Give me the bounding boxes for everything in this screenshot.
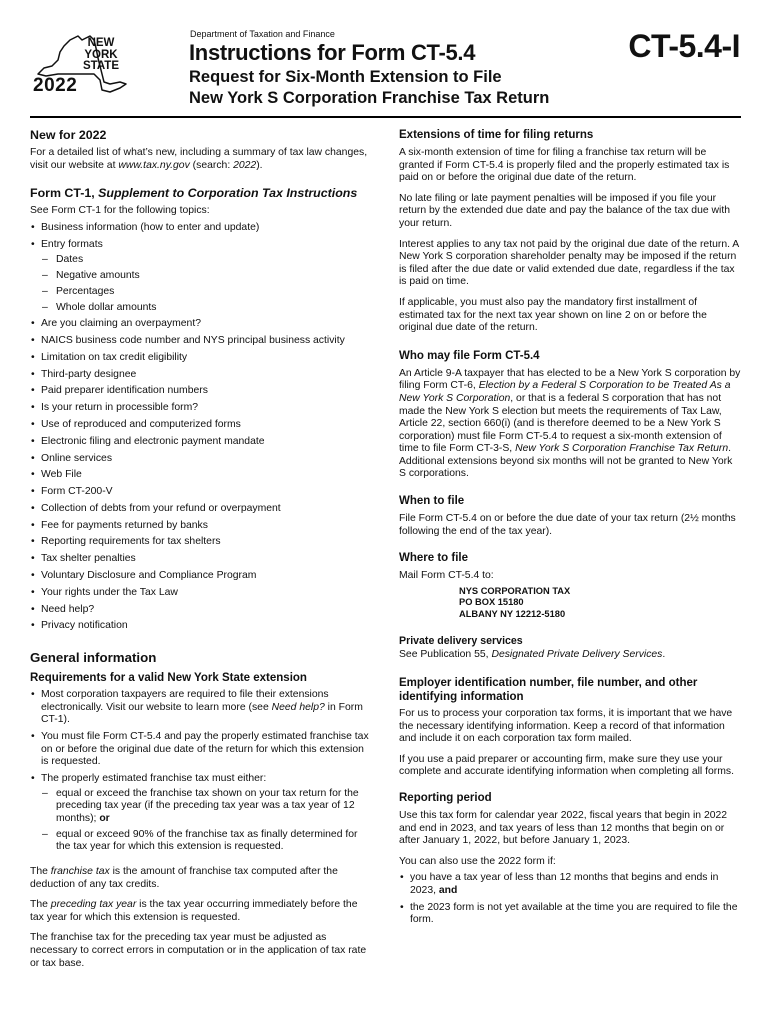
new-for-heading: New for 2022 (30, 128, 107, 142)
extensions-para-3: Interest applies to any tax not paid by the original due date of the return. A New York S corporation shareholder penalty may be imposed if the return is filed after the due date or valid extended due date, regardless if the tax is paid on time. (399, 238, 739, 288)
extensions-heading: Extensions of time for filing returns (399, 129, 594, 141)
who-may-file-heading: Who may file Form CT-5.4 (399, 349, 540, 362)
topic-item: • Online services (30, 453, 372, 466)
ein-para-2: If you use a paid preparer or accounting firm, make sure they use your complete and accurate identifying information when completing all forms. (399, 753, 734, 778)
address-line: ALBANY NY 12212-5180 (459, 608, 566, 619)
reporting-period-text: Use this tax form for calendar year 2022, fiscal years that begin in 2022 and end in 2023, and tax years of less than 12 months that begin on or after January 1, 2022, but before January 1, 2023. (399, 809, 728, 847)
ein-heading: Employer identification number, file number, and other identifying information (399, 676, 698, 703)
private-delivery-text: See Publication 55, Designated Private Delivery Services. (399, 649, 666, 661)
form-year: 2022 (33, 75, 78, 96)
definition-paragraph: The franchise tax for the preceding tax year must be adjusted as necessary to correct errors in computation or in the application of tax rate or tax base. (30, 932, 367, 969)
extensions-para-2: No late filing or late payment penalties will be imposed if you file your return by the extended due date and pay the balance of the tax due with your return. (399, 192, 731, 229)
requirements-heading: Requirements for a valid New York State extension (30, 672, 307, 685)
topic-item: • Business information (how to enter and update) (30, 222, 372, 235)
general-paragraphs (30, 866, 372, 970)
where-to-file-heading: Where to file (399, 552, 469, 565)
topic-subitem: – Percentages (41, 286, 372, 299)
mailing-address (399, 586, 741, 621)
left-column (30, 128, 372, 978)
topic-item: • Reporting requirements for tax shelters (30, 536, 372, 549)
topic-item: • Entry formats – Dates – Negative amounts – Percentages – Whole dollar amounts (30, 239, 372, 315)
topic-item: • Is your return in processible form? (30, 402, 372, 415)
requirement-subitem: – equal or exceed the franchise tax shown on your tax return for the preceding tax year (if the preceding tax year was a tax year of 12 months); or (41, 788, 372, 826)
ein-para-1: For us to process your corporation tax forms, it is important that we have the necessary identifying information. Keep a record of that information and include it on each corporation tax form mailed. (399, 707, 733, 745)
topic-item: • Your rights under the Tax Law (30, 587, 372, 600)
header-divider (30, 116, 741, 118)
ct1-heading: Form CT-1, Supplement to Corporation Tax Instructions (30, 186, 358, 201)
address-line: NYS CORPORATION TAX (459, 585, 571, 596)
topic-item: • Voluntary Disclosure and Compliance Program (30, 570, 372, 583)
requirement-item: • The properly estimated franchise tax must either: – equal or exceed the franchise tax shown on your tax return for the preceding tax year (if the preceding tax year was a tax year of 12 months); or – equal or exceed 90% of the franchise tax as finally determined for the tax year for which this extension is requested. (30, 773, 372, 854)
reporting-period-item: • the 2023 form is not yet available at the time you are required to file the form. (399, 902, 741, 927)
topic-item: • Tax shelter penalties (30, 553, 372, 566)
requirement-item: • You must file Form CT-5.4 and pay the properly estimated franchise tax on or before the original due date of the return for which this extension is requested. (30, 731, 372, 769)
reporting-period-item: • you have a tax year of less than 12 months that begins and ends in 2023, and (399, 872, 741, 897)
reporting-period-also: You can also use the 2022 form if: (399, 855, 556, 867)
general-info-heading: General information (30, 650, 157, 666)
topic-subitem: – Negative amounts (41, 270, 372, 283)
topic-item: • Form CT-200-V (30, 486, 372, 499)
topic-item: • Use of reproduced and computerized forms (30, 419, 372, 432)
topic-item: • Are you claiming an overpayment? (30, 318, 372, 331)
extensions-para-1: A six-month extension of time for filing a franchise tax return will be granted if Form CT-5.4 is properly filed and the properly estimated tax is paid on or before the original due date of the return. (399, 147, 730, 184)
topic-item: • Web File (30, 469, 372, 482)
topic-item: • Privacy notification (30, 620, 372, 633)
topics-list (30, 222, 372, 633)
right-column (399, 128, 741, 931)
department-name: Department of Taxation and Finance (190, 29, 335, 39)
topic-item: • Need help? (30, 604, 372, 617)
logo-text: NEW YORK STATE (83, 37, 119, 72)
new-for-text: For a detailed list of what’s new, including a summary of tax law changes, visit our website at www.tax.ny.gov (search: 2022). (30, 147, 368, 171)
extensions-para-4: If applicable, you must also pay the mandatory first installment of estimated tax for the next tax year shown on line 2 on or before the original due date of the return. (399, 296, 707, 334)
private-delivery-heading: Private delivery services (399, 635, 523, 648)
requirement-subitem: – equal or exceed 90% of the franchise tax as finally determined for the tax year for which this extension is requested. (41, 829, 372, 854)
definition-paragraph: The preceding tax year is the tax year occurring immediately before the tax year for which this extension is requested. (30, 899, 358, 923)
when-to-file-text: File Form CT-5.4 on or before the due date of your tax return (2½ months following the end of the tax year). (399, 513, 736, 537)
reporting-period-list (399, 872, 741, 927)
reporting-period-heading: Reporting period (399, 791, 492, 804)
topic-item: • NAICS business code number and NYS principal business activity (30, 335, 372, 348)
subtitle-line-2: New York S Corporation Franchise Tax Return (189, 89, 550, 107)
definition-paragraph: The franchise tax is the amount of franchise tax computed after the deduction of any tax credits. (30, 866, 338, 890)
when-to-file-heading: When to file (399, 495, 465, 508)
requirement-item: • Most corporation taxpayers are required to file their extensions electronically. Visit our website to learn more (see Need help? in Form CT-1). (30, 689, 372, 727)
who-may-file-text: An Article 9-A taxpayer that has elected to be a New York S corporation by filing Form CT-6, Election by a Federal S Corporation to be Treated As a New York S Corporation, or that is a federal S corporation that has not made the New York S election but meets the requirements of Tax Law, Article 22, section 660(i) (and is therefore deemed to be a New York S corporation) must file Form CT-5.4 to request a six-month extension of time to file Form CT-3-S, New York S Corporation Franchise Tax Return. Additional extensions beyond six months will not be granted to New York S corporations. (399, 367, 741, 480)
form-number: CT-5.4-I (628, 28, 740, 64)
topic-item: • Collection of debts from your refund or overpayment (30, 503, 372, 516)
topic-subitem: – Whole dollar amounts (41, 302, 372, 315)
subtitle-line-1: Request for Six-Month Extension to File (189, 68, 502, 86)
topic-item: • Limitation on tax credit eligibility (30, 352, 372, 365)
topic-item: • Fee for payments returned by banks (30, 520, 372, 533)
address-line: PO BOX 15180 (459, 597, 524, 608)
ct1-intro: See Form CT-1 for the following topics: (30, 205, 210, 217)
topic-item: • Electronic filing and electronic payment mandate (30, 436, 372, 449)
page-title: Instructions for Form CT-5.4 (189, 40, 476, 65)
requirements-list (30, 689, 372, 854)
where-to-file-text: Mail Form CT-5.4 to: (399, 570, 494, 582)
topic-item: • Paid preparer identification numbers (30, 385, 372, 398)
topic-subitem: – Dates (41, 254, 372, 267)
topic-item: • Third-party designee (30, 369, 372, 382)
